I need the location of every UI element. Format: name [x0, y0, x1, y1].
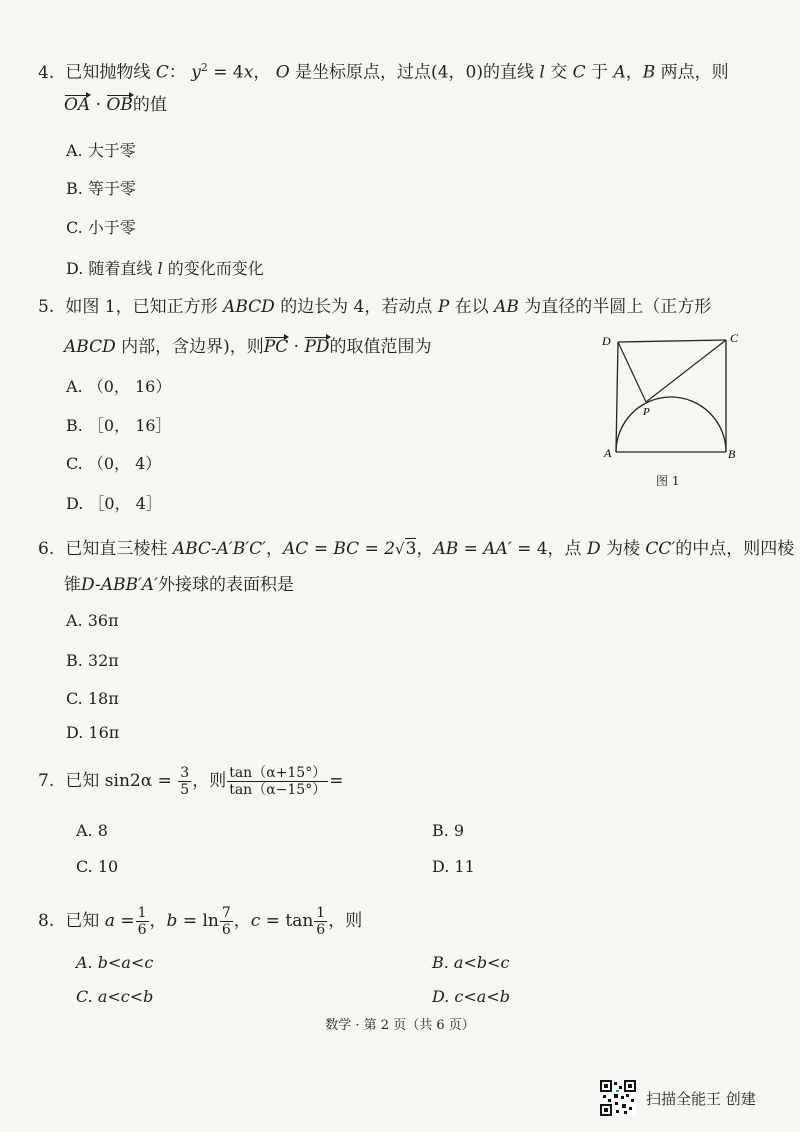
q7-fraction-tan	[227, 765, 328, 798]
q8-line1	[38, 905, 362, 938]
q7-line1	[38, 765, 343, 798]
segment-pc	[646, 340, 726, 402]
q5-dot: ·	[288, 337, 305, 357]
q7-f1-den: 5	[180, 782, 190, 798]
q8-fraction-a	[136, 905, 149, 938]
q8-number: 8.	[38, 911, 55, 931]
figure-caption: 图 1	[656, 474, 680, 488]
q7-equals: =	[329, 771, 344, 791]
q4-text-b: 是坐标原点，过点(4，0)的直线	[289, 62, 534, 83]
q7-number: 7.	[38, 771, 55, 791]
watermark-text: 扫描全能王 创建	[646, 1090, 756, 1108]
label-c: C	[730, 331, 739, 345]
scanner-watermark	[600, 1080, 800, 1120]
q6-option-d: D. 16π	[66, 723, 120, 742]
q7-text: 已知 sin2α =	[65, 771, 172, 791]
q8-fraction-b	[220, 905, 233, 938]
q4-line2	[64, 94, 167, 116]
q4-number: 4.	[38, 62, 55, 83]
q8-comma1: ，	[149, 911, 167, 931]
label-b: B	[728, 447, 736, 461]
q5-text-e: 内部，含边界)，则	[121, 337, 264, 357]
q4-curve-c2: C	[572, 62, 586, 83]
q5-text-b: 的边长为 4，若动点	[280, 297, 433, 317]
q7-option-c: C. 10	[76, 857, 119, 876]
q4-line1: 4. 已知抛物线 C： $y^2 = 4x$， O 是坐标原点，过点(4，0)的直线 l 交 C 于 A，B 两点，则	[38, 61, 729, 83]
q6-option-b: B. 32π	[66, 651, 119, 670]
q4-colon: ：	[168, 62, 186, 83]
q8-eq-c: = tan	[260, 911, 314, 931]
q6-number: 6.	[38, 539, 55, 559]
q5-text-f: 的取值范围为	[329, 337, 432, 357]
q6-text-d: = 4，点	[511, 539, 582, 559]
q6-text-f: 的中点，则四棱	[675, 539, 795, 559]
q5-point-p: P	[437, 297, 450, 317]
q5-option-b: B. ［0， 16］	[66, 416, 172, 435]
q8-fb-num: 7	[221, 905, 231, 921]
q4-curve-c: C	[155, 62, 169, 83]
q6-prism: ABC-A′B′C′	[172, 539, 267, 559]
q8-option-a: A. b<a<c	[76, 953, 154, 972]
q6-comma: ，	[266, 539, 284, 559]
q4-option-d	[66, 258, 264, 280]
q7-option-b: B. 9	[432, 821, 465, 840]
q7-text-mid: ，则	[192, 771, 227, 791]
q5-text-d: 为直径的半圆上（正方形	[524, 297, 712, 317]
q8-option-d: D. c<a<b	[432, 987, 510, 1006]
q4-option-c: C. 小于零	[66, 218, 136, 237]
q4-option-b: B. 等于零	[66, 179, 136, 198]
q8-text: 已知	[65, 911, 100, 931]
q8-fa-den: 6	[137, 922, 147, 938]
q6-edge-cc: CC′	[645, 539, 676, 559]
q5-option-c: C. （0， 4）	[66, 454, 162, 473]
q8-var-c: c	[250, 911, 261, 931]
q8-var-b: b	[166, 911, 178, 931]
q4-option-d-text: D. 随着直线	[66, 259, 153, 278]
page-footer: 数学 · 第 2 页（共 6 页）	[325, 1018, 475, 1033]
q5-segment-ab: AB	[494, 297, 519, 317]
q7-option-d: D. 11	[432, 857, 475, 876]
q5-line1	[38, 296, 711, 318]
square-semicircle-diagram	[600, 330, 750, 490]
q5-vector-pc: PC	[263, 337, 289, 357]
q7-fraction-3-5	[178, 765, 191, 798]
q8-fc-num: 1	[316, 905, 326, 921]
q4-origin: O	[275, 62, 290, 83]
q8-var-a: a	[104, 911, 115, 931]
q6-comma2: ，	[416, 539, 434, 559]
q7-f2-num: tan（α+15°）	[229, 765, 327, 781]
q5-text-c: 在以	[454, 297, 489, 317]
q6-point-d: D	[586, 539, 601, 559]
q5-number: 5.	[38, 297, 55, 317]
q6-option-c: C. 18π	[66, 689, 119, 708]
q4-vector-oa: OA	[64, 95, 91, 115]
q5-square-2: ABCD	[64, 337, 116, 357]
label-d: D	[602, 334, 611, 348]
q6-line1: 6. 已知直三棱柱 ABC-A′B′C′，AC = BC = 2√3，AB = AA′ = 4，点 D 为棱 CC′的中点，则四棱	[38, 539, 795, 559]
q7-option-a: A. 8	[76, 821, 108, 840]
q4-text-end: 的值	[132, 95, 167, 115]
q8-eq-a: =	[114, 911, 135, 931]
q6-line2	[64, 574, 294, 596]
q4-text-c: 交	[550, 62, 568, 83]
q5-option-d: D. ［0， 4］	[66, 494, 162, 513]
q8-comma2: ，	[233, 911, 251, 931]
q5-square: ABCD	[223, 297, 275, 317]
q8-option-b: B. a<b<c	[432, 953, 510, 972]
q5-vector-pd: PD	[304, 337, 330, 357]
q4-sep: ，	[625, 62, 643, 83]
q6-option-a: A. 36π	[66, 611, 119, 630]
q5-line2	[64, 336, 432, 358]
q4-option-d-l: l	[157, 259, 163, 278]
q8-option-c: C. a<c<b	[76, 987, 154, 1006]
q5-text: 如图 1，已知正方形	[65, 297, 218, 317]
q6-text: 已知直三棱柱	[65, 539, 168, 559]
q6-text-g: 锥	[64, 575, 81, 595]
q4-text-e: 两点，则	[660, 62, 729, 83]
q4-text-d: 于	[591, 62, 609, 83]
q4-eq-x: x	[243, 62, 254, 83]
q4-option-a: A. 大于零	[66, 141, 136, 160]
q4-point-b: B	[642, 62, 656, 83]
q6-sqrt3: 3	[405, 539, 417, 559]
q4-vector-ob: OB	[106, 95, 133, 115]
q8-fc-den: 6	[316, 922, 326, 938]
q6-ab-aa: AB = AA′	[433, 539, 512, 559]
q6-pyramid: D-ABB′A′	[81, 575, 158, 595]
q4-line-l: l	[539, 62, 545, 83]
q4-eq-rest: = 4	[207, 62, 244, 83]
qr-code-icon	[600, 1080, 636, 1116]
q7-f1-num: 3	[180, 765, 190, 781]
q6-text-e: 为棱	[606, 539, 641, 559]
q4-point-a: A	[613, 62, 626, 83]
q6-ac-bc: AC = BC = 2	[283, 539, 396, 559]
q8-tail: ，则	[328, 911, 363, 931]
q8-fa-num: 1	[137, 905, 147, 921]
q8-fraction-c	[314, 905, 327, 938]
q4-option-d-text-b: 的变化而变化	[167, 259, 264, 278]
segment-pd	[618, 342, 646, 402]
label-p: P	[643, 406, 650, 418]
q4-eq-y: y	[191, 62, 201, 83]
figure-1	[600, 330, 750, 494]
q6-text-h: 外接球的表面积是	[157, 575, 294, 595]
edge-dc	[618, 340, 726, 342]
q8-eq-b: = ln	[177, 911, 219, 931]
q4-dot: ·	[90, 95, 107, 115]
q4-text: 已知抛物线	[65, 62, 151, 83]
q5-option-a: A. （0， 16）	[66, 377, 172, 396]
q8-fb-den: 6	[221, 922, 231, 938]
q7-f2-den: tan（α−15°）	[229, 782, 327, 798]
q4-comma: ，	[253, 62, 271, 83]
semicircle-ab	[616, 397, 726, 452]
label-a: A	[604, 446, 612, 460]
